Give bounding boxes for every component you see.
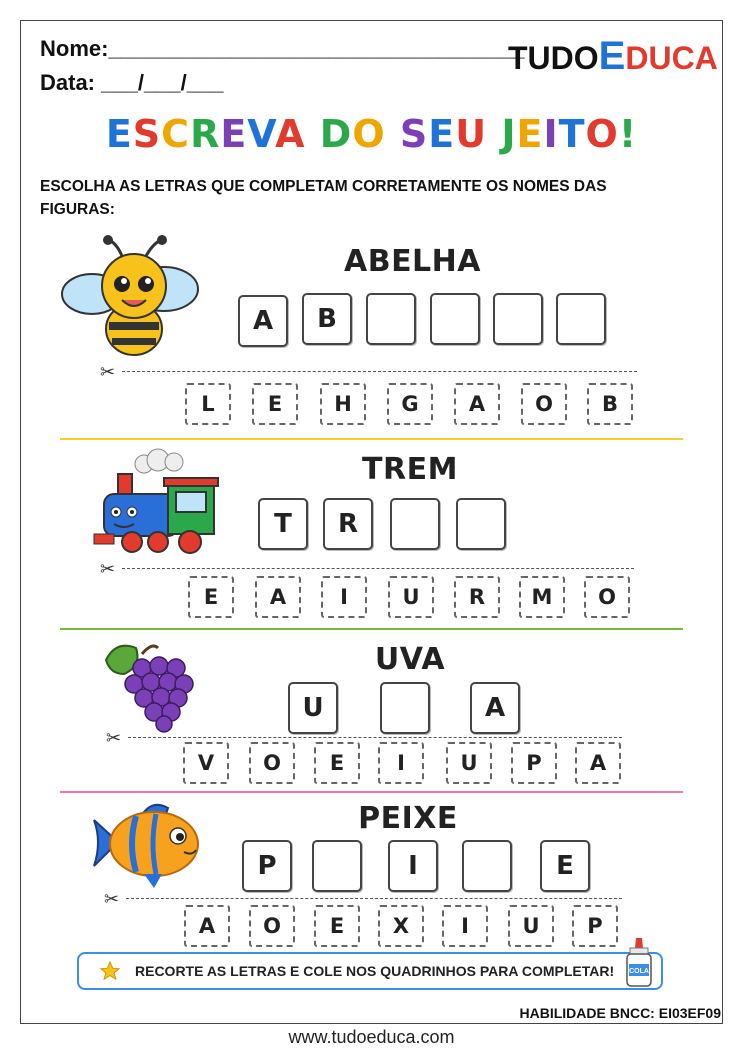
title-letter [306,112,320,156]
bncc-skill-code: HABILIDADE BNCC: EI03EF09 [519,1005,721,1021]
section-divider [60,438,683,440]
scissors-icon: ✂ [104,889,120,910]
cutout-letter[interactable]: E [188,576,234,618]
cutout-letter[interactable]: R [454,576,500,618]
website-url[interactable]: www.tudoeduca.com [288,1027,455,1047]
title-letter: E [220,112,248,156]
title-letter: O [585,112,619,156]
scissors-icon: ✂ [100,362,116,383]
cutout-letter[interactable]: G [387,383,433,425]
cutout-letter[interactable]: E [314,742,360,784]
cutout-letter[interactable]: O [584,576,630,618]
title-letter: D [319,112,353,156]
title-letter: O [352,112,386,156]
instruction-text: ESCOLHA AS LETRAS QUE COMPLETAM CORRETAMENTE OS NOMES DAS FIGURAS: [40,178,607,218]
title-letter: E [428,112,456,156]
cutout-letter[interactable]: A [255,576,301,618]
cut-line [122,568,634,569]
title-letter: J [501,112,517,156]
cut-line [128,737,622,738]
cutout-letter[interactable]: L [185,383,231,425]
star-icon [99,960,121,982]
cutout-letter[interactable]: E [252,383,298,425]
banner-text: RECORTE AS LETRAS E COLE NOS QUADRINHOS PARA COMPLETAR! [135,963,615,979]
instruction-banner [77,952,663,990]
title-letter: U [455,112,488,156]
cutout-letter[interactable]: I [378,742,424,784]
cutout-letter[interactable]: A [184,905,230,947]
cutout-letter[interactable]: O [249,742,295,784]
answer-slot[interactable]: E [540,840,590,892]
cutout-letter[interactable]: A [575,742,621,784]
answer-slot[interactable] [312,840,362,892]
cutout-letter[interactable]: U [508,905,554,947]
fish-image [84,800,204,890]
scissors-icon: ✂ [100,559,116,580]
glue-label: COLA [629,968,649,975]
cutout-letter[interactable]: O [249,905,295,947]
answer-slot[interactable] [456,498,506,550]
answer-slot[interactable]: T [258,498,308,550]
answer-slot[interactable]: B [302,293,352,345]
name-field-label: Nome:__________________________________ [40,36,525,61]
cut-line [122,371,637,372]
cutout-letter[interactable]: E [314,905,360,947]
cutout-letter[interactable]: P [511,742,557,784]
title-letter [487,112,501,156]
logo-part-1: TUDO [508,40,599,76]
title-letter: I [543,112,559,156]
glue-bottle-icon [624,938,654,988]
word-uva: UVA [374,642,446,677]
answer-slot[interactable]: P [242,840,292,892]
title-letter: S [399,112,429,156]
cutout-letter[interactable]: U [446,742,492,784]
cut-line [126,898,622,899]
answer-slot[interactable]: R [323,498,373,550]
answer-slot[interactable]: A [238,295,288,347]
tudoeduca-logo [508,34,718,79]
train-image [94,450,224,560]
answer-slot[interactable] [493,293,543,345]
cutout-letter[interactable]: V [183,742,229,784]
section-divider [60,791,683,793]
answer-slot[interactable] [462,840,512,892]
title-letter: C [161,112,191,156]
cutout-letter[interactable]: U [388,576,434,618]
cutout-letter[interactable]: A [454,383,500,425]
cutout-letter[interactable]: B [587,383,633,425]
answer-slot[interactable] [380,682,430,734]
title-letter: T [558,112,586,156]
cutout-letter[interactable]: I [321,576,367,618]
title-letter: S [132,112,162,156]
answer-slot[interactable]: A [470,682,520,734]
grapes-image [102,640,202,730]
logo-part-3: DUCA [625,40,718,76]
bee-image [64,234,204,364]
cutout-letter[interactable]: P [572,905,618,947]
answer-slot[interactable] [366,293,416,345]
title-letter: ! [618,112,638,156]
title-letter: R [190,112,221,156]
answer-slot[interactable] [556,293,606,345]
date-field-label: Data: ___/___/___ [40,70,224,95]
scissors-icon: ✂ [106,728,122,749]
cutout-letter[interactable]: I [442,905,488,947]
cutout-letter[interactable]: M [519,576,565,618]
cutout-letter[interactable]: H [320,383,366,425]
title-letter: E [105,112,133,156]
cutout-letter[interactable]: X [378,905,424,947]
word-trem: TREM [362,452,458,487]
worksheet-title [0,112,743,156]
title-letter: V [247,112,276,156]
cutout-letter[interactable]: O [521,383,567,425]
title-letter [386,112,400,156]
word-peixe: PEIXE [358,801,458,836]
answer-slot[interactable] [390,498,440,550]
word-abelha: ABELHA [343,244,482,279]
title-letter: E [516,112,544,156]
answer-slot[interactable]: U [288,682,338,734]
answer-slot[interactable]: I [388,840,438,892]
logo-part-2: E [598,34,626,78]
answer-slot[interactable] [430,293,480,345]
title-letter: A [275,112,306,156]
section-divider [60,628,683,630]
